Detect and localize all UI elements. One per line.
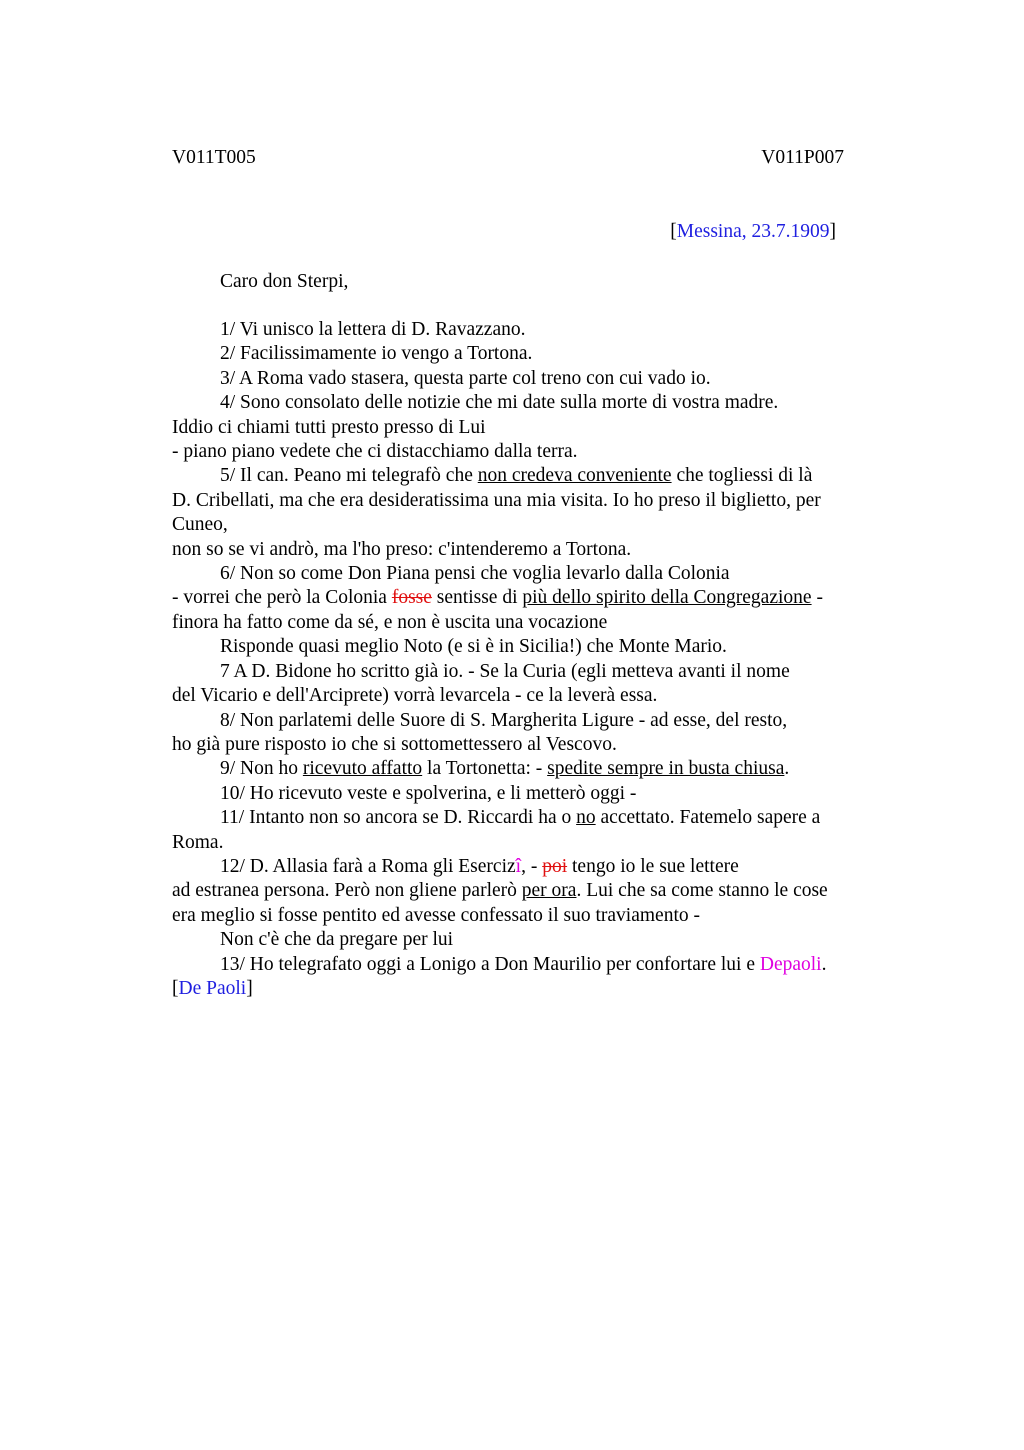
item-8-line-1: 8/ Non parlatemi delle Suore di S. Margherita Ligure - ad esse, del resto,	[220, 709, 788, 731]
item-7-line-2: del Vicario e dell'Arciprete) vorrà levarcela - ce la leverà essa.	[172, 685, 658, 707]
deleted-text: fosse	[391, 587, 432, 609]
text-run: la Tortonetta: -	[422, 758, 548, 780]
item-12-line-3: era meglio si fosse pentito ed avesse confessato il suo traviamento -	[172, 904, 700, 926]
item-5-line-1	[172, 464, 872, 488]
item-9	[172, 757, 872, 781]
item-3: 3/ A Roma vado stasera, questa parte col treno con cui vado io.	[220, 367, 711, 389]
underlined-text: più dello spirito della Congregazione	[522, 587, 812, 609]
underlined-text: no	[576, 807, 596, 829]
item-7-line-1: 7 A D. Bidone ho scritto già io. - Se la Curia (egli metteva avanti il nome	[220, 660, 790, 682]
text-run: ad estranea persona. Però non gliene parlerò	[172, 880, 522, 902]
editorial-bracket: ]	[246, 977, 253, 999]
item-13-line-1	[172, 953, 872, 977]
variant-text: Depaoli	[759, 953, 822, 975]
item-13-line-2	[172, 977, 872, 1001]
text-run: che togliessi di là	[671, 465, 813, 487]
text-run: 13/ Ho telegrafato oggi a Lonigo a Don Maurilio per confortare lui e	[220, 953, 760, 975]
document-code-right: V011P007	[761, 147, 844, 168]
item-6-line-2	[172, 586, 872, 610]
variant-text: î	[515, 855, 522, 877]
item-5-line-2: D. Cribellati, ma che era desideratissima una mia visita. Io ho preso il biglietto, per	[172, 489, 821, 511]
item-10: 10/ Ho ricevuto veste e spolverina, e li metterò oggi -	[220, 782, 637, 804]
item-2: 2/ Facilissimamente io vengo a Tortona.	[220, 343, 533, 365]
text-run: accettato. Fatemelo sapere a	[595, 807, 821, 829]
text-run: . Lui che sa come stanno le cose	[576, 880, 828, 902]
text-run: sentisse di	[431, 587, 523, 609]
underlined-text: ricevuto affatto	[302, 758, 423, 780]
item-6-line-1: 6/ Non so come Don Piana pensi che voglia levarlo dalla Colonia	[220, 563, 730, 585]
item-11-line-1	[172, 806, 872, 830]
item-8-line-2: ho già pure risposto io che si sottomettessero al Vescovo.	[172, 733, 617, 755]
letter-body	[172, 318, 872, 1001]
underlined-text: per ora	[521, 880, 577, 902]
item-4-line-1: 4/ Sono consolato delle notizie che mi date sulla morte di vostra madre.	[220, 392, 779, 414]
dateline	[670, 220, 836, 244]
salutation: Caro don Sterpi,	[220, 271, 349, 292]
underlined-text: non credeva conveniente	[477, 465, 672, 487]
editorial-bracket: [	[172, 977, 179, 999]
item-5-line-4: non so se vi andrò, ma l'ho preso: c'intenderemo a Tortona.	[172, 538, 632, 560]
item-12-line-4: Non c'è che da pregare per lui	[220, 929, 454, 951]
dateline-place-date: Messina, 23.7.1909	[676, 221, 830, 242]
text-run: 5/ Il can. Peano mi telegrafò che	[220, 465, 478, 487]
text-run: 11/ Intanto non so ancora se D. Riccardi ha o	[220, 807, 577, 829]
text-run: -	[811, 587, 823, 609]
text-run: 9/ Non ho	[220, 758, 303, 780]
dateline-close-bracket: ]	[829, 221, 836, 242]
item-12-line-1	[172, 855, 872, 879]
editorial-correction: De Paoli	[178, 977, 247, 999]
text-run: tengo io le sue lettere	[567, 855, 739, 877]
item-6-line-4: Risponde quasi meglio Noto (e si è in Sicilia!) che Monte Mario.	[220, 636, 727, 658]
document-code-left: V011T005	[172, 147, 256, 168]
item-11-line-2: Roma.	[172, 831, 224, 853]
underlined-text: spedite sempre in busta chiusa	[547, 758, 785, 780]
item-4-line-2: Iddio ci chiami tutti presto presso di Lui	[172, 416, 486, 438]
item-5-line-3: Cuneo,	[172, 514, 228, 536]
text-run: , -	[521, 855, 543, 877]
item-1: 1/ Vi unisco la lettera di D. Ravazzano.	[220, 319, 526, 340]
text-run: .	[784, 758, 790, 780]
text-run: 12/ D. Allasia farà a Roma gli Eserciz	[220, 855, 516, 877]
item-12-line-2	[172, 879, 872, 903]
text-run: - vorrei che però la Colonia	[172, 587, 392, 609]
deleted-text: poi	[542, 855, 568, 877]
item-4-line-3: - piano piano vedete che ci distacchiamo dalla terra.	[172, 441, 578, 463]
dateline-open-bracket: [	[670, 221, 677, 242]
text-run: .	[821, 953, 827, 975]
item-6-line-3: finora ha fatto come da sé, e non è uscita una vocazione	[172, 611, 608, 633]
